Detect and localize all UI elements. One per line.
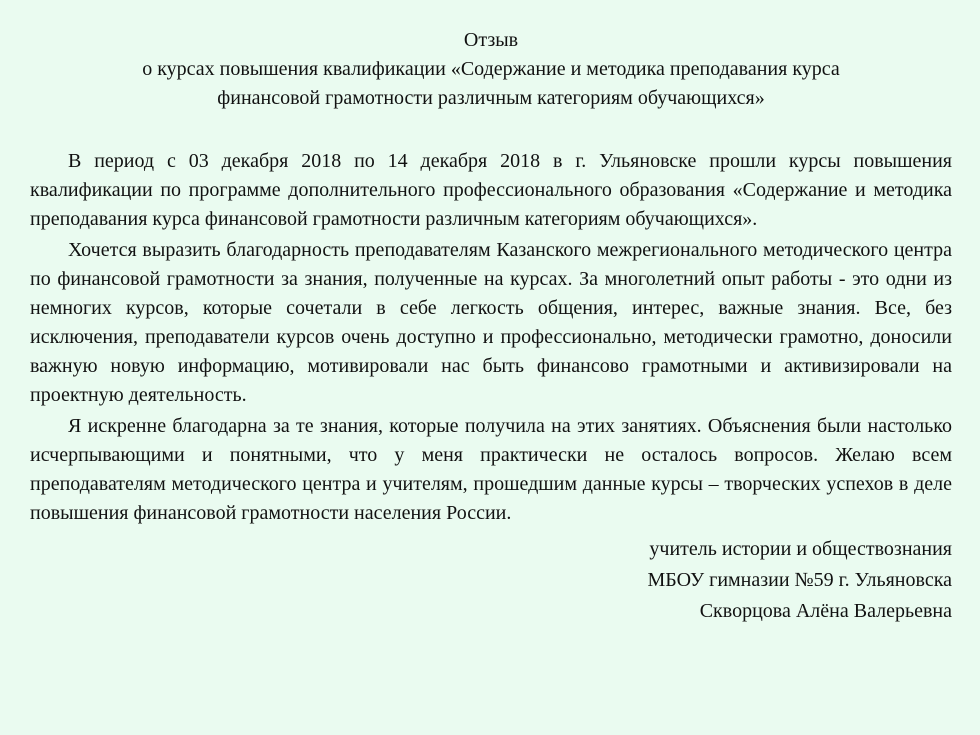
document-body — [30, 147, 952, 528]
subtitle-line-2: финансовой грамотности различным категориям обучающихся» — [217, 87, 765, 109]
document-subtitle — [50, 55, 932, 113]
signature-school: МБОУ гимназии №59 г. Ульяновска — [647, 569, 952, 591]
document-title: Отзыв — [463, 29, 519, 51]
signature-block — [30, 534, 952, 627]
subtitle-line-1: о курсах повышения квалификации «Содержание и методика преподавания курса — [142, 58, 840, 80]
paragraph-course-dates: В период с 03 декабря 2018 по 14 декабря 2018 в г. Ульяновске прошли курсы повышения квалификации по программе дополнительного профессионального образования «Содержание и методика преподавания курса финансовой грамотности различным категориям обучающихся». — [30, 150, 952, 230]
paragraph-gratitude: Хочется выразить благодарность преподавателям Казанского межрегионального методического центра по финансовой грамотности за знания, полученные на курсах. За многолетний опыт работы - это одни из немногих курсов, которые сочетали в себе легкость общения, интерес, важные знания. Все, без исключения, преподаватели курсов очень доступно и профессионально, методически грамотно, доносили важную новую информацию, мотивировали нас быть финансово грамотными и активизировали на проектную деятельность. — [30, 239, 952, 406]
paragraph-wishes: Я искренне благодарна за те знания, которые получила на этих занятиях. Объяснения были настолько исчерпывающими и понятными, что у меня практически не осталось вопросов. Желаю всем преподавателям методического центра и учителям, прошедшим данные курсы – творческих успехов в деле повышения финансовой грамотности населения России. — [30, 415, 952, 524]
signature-name: Скворцова Алёна Валерьевна — [699, 600, 952, 622]
signature-position: учитель истории и обществознания — [649, 538, 952, 560]
